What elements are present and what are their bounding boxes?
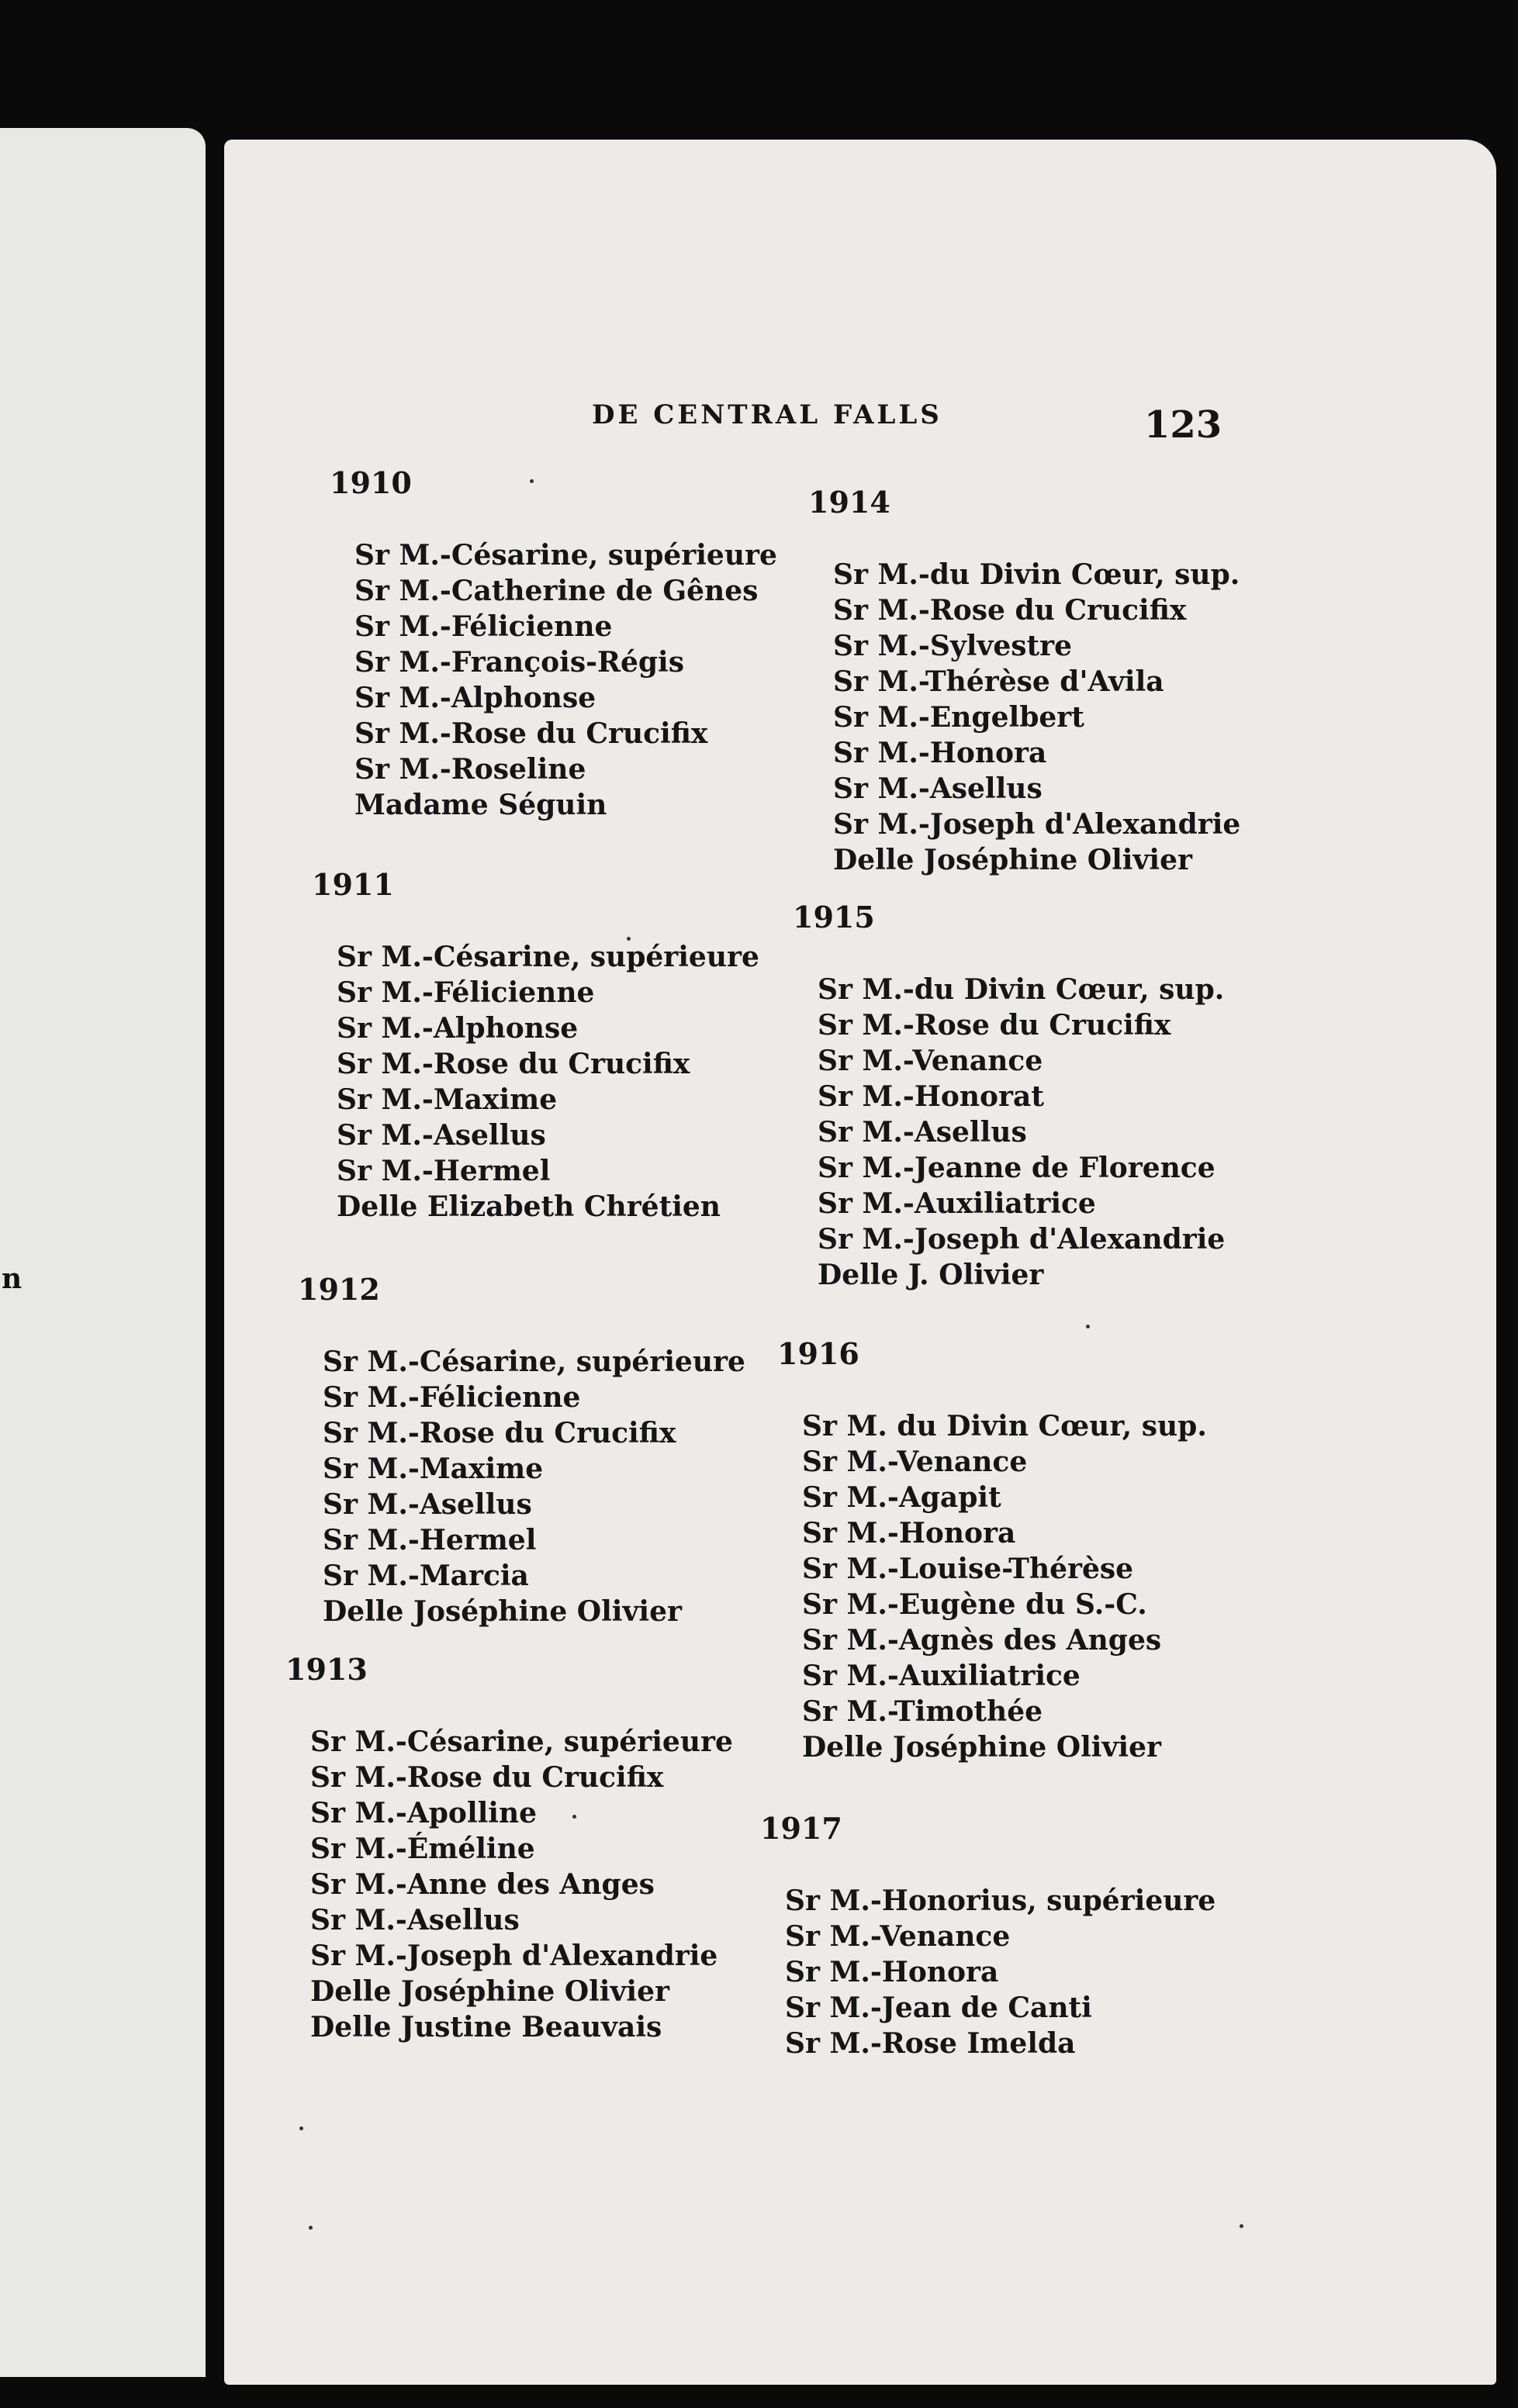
list-item: Sr M.-Rose du Crucifix bbox=[337, 1048, 690, 1080]
list-item: Sr M.-François-Régis bbox=[354, 646, 684, 679]
print-speck bbox=[299, 2126, 303, 2130]
list-item: Sr M. du Divin Cœur, sup. bbox=[802, 1410, 1207, 1442]
list-item: Sr M.-Venance bbox=[818, 1045, 1043, 1077]
list-item: Sr M.-Joseph d'Alexandrie bbox=[310, 1940, 718, 1972]
list-item: Sr M.-Rose du Crucifix bbox=[310, 1761, 664, 1794]
list-item: Sr M.-Honorat bbox=[818, 1080, 1044, 1113]
list-item: Sr M.-Apolline bbox=[310, 1797, 538, 1829]
list-item: Madame Séguin bbox=[354, 789, 607, 821]
list-item: Sr M.-Félicienne bbox=[323, 1381, 581, 1414]
page-gutter bbox=[206, 124, 224, 2389]
list-item: Sr M.-Félicienne bbox=[354, 610, 613, 643]
print-speck bbox=[530, 479, 534, 483]
name-list bbox=[808, 557, 1240, 878]
list-item: Sr M.-Joseph d'Alexandrie bbox=[833, 808, 1241, 841]
year-heading: 1910 bbox=[330, 465, 412, 500]
list-item: Sr M.-du Divin Cœur, sup. bbox=[818, 973, 1225, 1006]
name-list bbox=[777, 1408, 1207, 1765]
list-item: Sr M.-Honorius, supérieure bbox=[785, 1885, 1216, 1917]
list-item: Sr M.-Hermel bbox=[337, 1155, 551, 1187]
list-item: Sr M.-Venance bbox=[785, 1920, 1011, 1953]
list-item: Sr M.-Auxiliatrice bbox=[818, 1187, 1096, 1220]
list-item: Sr M.-Asellus bbox=[833, 772, 1043, 805]
name-list bbox=[760, 1883, 1215, 2061]
list-item: Sr M.-Louise-Thérèse bbox=[802, 1553, 1134, 1585]
running-header: DE CENTRAL FALLS bbox=[592, 399, 942, 430]
list-item: Sr M.-Eugène du S.-C. bbox=[802, 1588, 1147, 1621]
year-block-1917 bbox=[760, 1811, 1215, 2061]
list-item: Sr M.-Maxime bbox=[323, 1453, 544, 1485]
list-item: Sr M.-Rose du Crucifix bbox=[354, 717, 708, 750]
list-item: Sr M.-Rose du Crucifix bbox=[818, 1009, 1171, 1042]
year-block-1911 bbox=[312, 867, 759, 1225]
list-item: Sr M.-Alphonse bbox=[354, 682, 596, 714]
year-block-1916 bbox=[777, 1336, 1207, 1765]
list-item: Sr M.-Césarine, supérieure bbox=[310, 1726, 733, 1758]
list-item: Sr M.-Rose du Crucifix bbox=[323, 1417, 676, 1449]
year-heading: 1917 bbox=[760, 1811, 842, 1846]
list-item: Delle Elizabeth Chrétien bbox=[337, 1190, 721, 1223]
list-item: Sr M.-Thérèse d'Avila bbox=[833, 665, 1164, 698]
list-item: Sr M.-Césarine, supérieure bbox=[323, 1346, 745, 1378]
name-list bbox=[793, 972, 1225, 1293]
list-item: Delle Joséphine Olivier bbox=[833, 844, 1192, 876]
list-item: Sr M.-Joseph d'Alexandrie bbox=[818, 1223, 1226, 1256]
left-page-edge bbox=[0, 128, 206, 2377]
left-page-glyph: n bbox=[2, 1263, 22, 1295]
list-item: Sr M.-Asellus bbox=[310, 1904, 520, 1936]
year-heading: 1914 bbox=[808, 485, 890, 520]
list-item: Delle Justine Beauvais bbox=[310, 2011, 662, 2044]
list-item: Sr M.-Césarine, supérieure bbox=[354, 539, 777, 572]
print-speck bbox=[1240, 2224, 1243, 2228]
list-item: Sr M.-Marcia bbox=[323, 1560, 529, 1592]
list-item: Sr M.-Asellus bbox=[337, 1119, 546, 1152]
list-item: Sr M.-Jean de Canti bbox=[785, 1992, 1092, 2024]
list-item: Sr M.-Maxime bbox=[337, 1083, 558, 1116]
year-heading: 1911 bbox=[312, 867, 394, 902]
list-item: Sr M.-Agapit bbox=[802, 1481, 1001, 1514]
list-item: Sr M.-Roseline bbox=[354, 753, 586, 786]
list-item: Sr M.-Hermel bbox=[323, 1524, 537, 1556]
list-item: Delle J. Olivier bbox=[818, 1259, 1044, 1291]
year-block-1914 bbox=[808, 485, 1240, 878]
list-item: Sr M.-Anne des Anges bbox=[310, 1868, 655, 1901]
list-item: Sr M.-Rose Imelda bbox=[785, 2027, 1076, 2060]
list-item: Sr M.-Césarine, supérieure bbox=[337, 941, 759, 973]
list-item: Sr M.-Jeanne de Florence bbox=[818, 1152, 1215, 1184]
list-item: Sr M.-Agnès des Anges bbox=[802, 1624, 1162, 1657]
list-item: Delle Joséphine Olivier bbox=[802, 1731, 1161, 1764]
list-item: Sr M.-du Divin Cœur, sup. bbox=[833, 558, 1240, 591]
year-block-1910 bbox=[330, 465, 777, 823]
list-item: Sr M.-Venance bbox=[802, 1446, 1028, 1478]
year-block-1912 bbox=[298, 1272, 745, 1629]
list-item: Sr M.-Honora bbox=[833, 737, 1047, 769]
list-item: Sr M.-Félicienne bbox=[337, 976, 595, 1009]
page-number: 123 bbox=[1144, 403, 1222, 447]
name-list bbox=[330, 537, 777, 823]
list-item: Sr M.-Timothée bbox=[802, 1695, 1043, 1728]
list-item: Sr M.-Rose du Crucifix bbox=[833, 594, 1187, 627]
year-heading: 1912 bbox=[298, 1272, 380, 1307]
list-item: Sr M.-Asellus bbox=[818, 1116, 1027, 1149]
year-block-1915 bbox=[793, 900, 1225, 1293]
name-list bbox=[298, 1344, 745, 1629]
list-item: Delle Joséphine Olivier bbox=[323, 1595, 682, 1628]
year-heading: 1916 bbox=[777, 1336, 859, 1371]
list-item: Sr M.-Catherine de Gênes bbox=[354, 575, 759, 607]
print-speck bbox=[572, 1815, 576, 1819]
list-item: Sr M.-Alphonse bbox=[337, 1012, 579, 1045]
name-list bbox=[312, 939, 759, 1225]
list-item: Sr M.-Sylvestre bbox=[833, 630, 1073, 662]
year-block-1913 bbox=[285, 1652, 733, 2045]
list-item: Sr M.-Engelbert bbox=[833, 701, 1084, 734]
list-item: Sr M.-Honora bbox=[785, 1956, 999, 1988]
list-item: Sr M.-Auxiliatrice bbox=[802, 1660, 1081, 1692]
list-item: Delle Joséphine Olivier bbox=[310, 1975, 669, 2008]
list-item: Sr M.-Honora bbox=[802, 1517, 1016, 1549]
year-heading: 1915 bbox=[793, 900, 875, 935]
print-speck bbox=[1086, 1325, 1090, 1328]
year-heading: 1913 bbox=[285, 1652, 368, 1687]
name-list bbox=[285, 1724, 733, 2045]
list-item: Sr M.-Asellus bbox=[323, 1488, 532, 1521]
list-item: Sr M.-Éméline bbox=[310, 1833, 535, 1865]
print-speck bbox=[627, 937, 631, 941]
print-speck bbox=[309, 2226, 313, 2230]
